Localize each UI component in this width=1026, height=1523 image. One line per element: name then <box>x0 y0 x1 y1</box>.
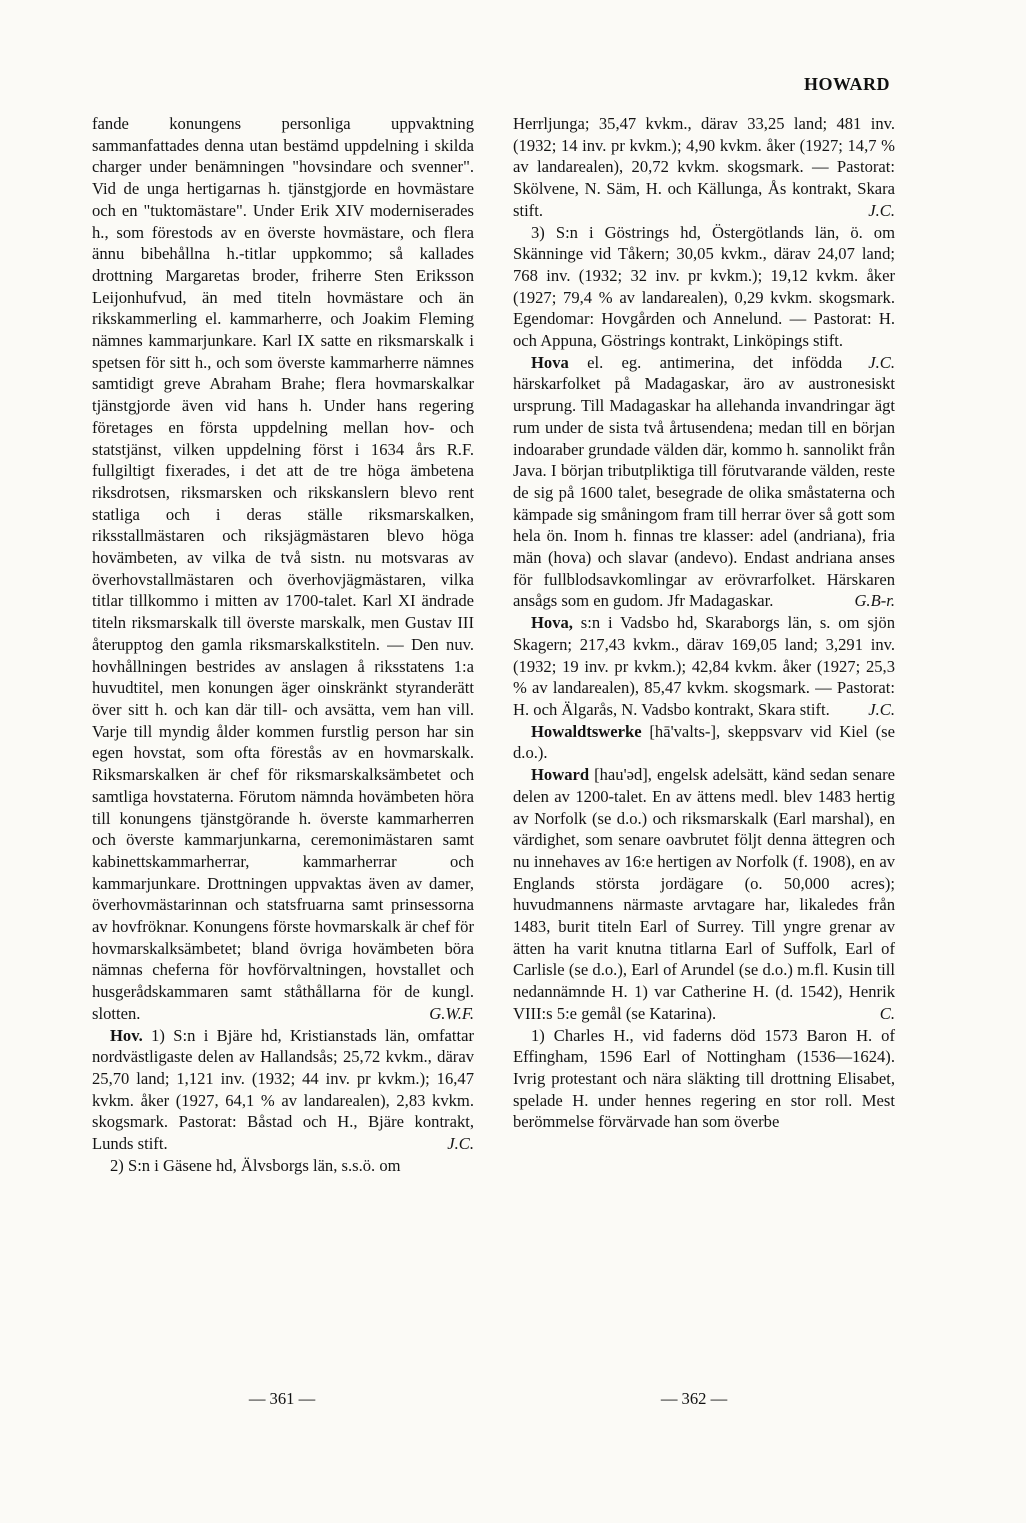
page-number-right: — 362 — <box>660 1389 728 1408</box>
author-signature: J.C. <box>868 352 895 372</box>
paragraph-text: fande konungens personliga uppvaktning sammanfattades denna utan bestämd uppdelning i skilda charger under benämningen "hovsindare och svenner". Vid de unga hertigarnas h. tjänstgjorde en hovmästare och en "tuktomästare". Under Erik XIV moderniserades h., som förestods av en överste hovmästare, och flera ännu bibehållna h.-titlar uppkommo; så kallades drottning Margaretas broder, friherre Sten Eriksson Leijonhufvud, än med titeln hovmästare och än rikskammerling el. kammarherre, och Joakim Fleming nämnes kammarjunkare. Karl IX satte en riksmarskalk i spetsen för sitt h., och som överste kammarherre nämnes samtidigt greve Abraham Brahe; flera hovmarskalkar tjänstgjorde även vid hans h. Under hans regering företages en första uppdelning mellan hov- och statstjänst, vilken uppdelning först i 1634 års R.F. fullgiltigt fixerades, i det att de tre höga ämbetena riksdrotsen, riksmarsken och rikskanslern blevo rent statliga och i deras ställe riksmarskalken, riksstallmästaren och riksjägmästaren blevo höga hovämbeten, av vilka de två sistn. nu motsvaras av överhovstallmästaren och överhovjägmästaren, vilka titlar tillkommo i mitten av 1700-talet. Karl XI ändrade titeln riksmarskalk till överste marskalk, men Gustav III återupptog den gamla riksmarskalkstiteln. — Den nuv. hovhållningen bestrides av anslagen å riksstatens 1:a huvudtitel, men konungen äger oinskränkt styranderätt över sitt h. och kan där till- och avsätta, vem han vill. Varje till myndig ålder kommen furstlig person har sin egen hovstat, som ofta förestås av en hovmarskalk. Riksmarskalken är chef för riksmarskalksämbetet och samtliga hovstaterna. Förutom nämnda hovämbeten höra till konungens tjänstgörande h. överste kammarherren och överste kammarjunkarna, ceremonimästaren samt kabinettskammarherrar, kammarherrar och kammarjunkare. Drottningen uppvaktas även av damer, överhovmästarinnan och statsfruarna samt prinsessorna av hovfröknar. Konungens förste hovmarskalk är chef för hovmarskalksämbetet; bland övriga hovämbeten böra nämnas cheferna för hovförvaltningen, hovstallet och husgerådskammaren samt ståthållarna för de kungl. slotten. <box>92 114 474 1023</box>
headword-hova: Hova <box>531 352 569 372</box>
entry-text: Herrljunga; 35,47 kvkm., därav 33,25 land; 481 inv. (1932; 14 inv. pr kvkm.); 4,90 kvkm. åker (1927; 14,7 % av landarealen), 20,72 kvkm. skogsmark. — Pastorat: Skölvene, N. Säm, H. och Källunga, Ås kontrakt, Skara stift. <box>513 114 895 220</box>
entry-hova-people <box>513 352 895 612</box>
author-signature: J.C. <box>868 200 895 220</box>
headword-howard: Howard <box>531 765 590 785</box>
author-signature: G.B-r. <box>854 591 895 611</box>
entry-text: 2) S:n i Gäsene hd, Älvsborgs län, s.s.ö. om <box>110 1155 401 1175</box>
entry-text: [hau'əd], engelsk adelsätt, känd sedan senare delen av 1200-talet. En av ättens medl. blev 1483 hertig av Norfolk (se d.o.) och riksmarskalk (Earl marshal), en värdighet, som senare oavbrutet följt denna ättegren och nu innehaves av 16:e hertigen av Norfolk (f. 1908), en av Englands största jordägare (o. 50,000 acres); huvudmannens närmaste arvtagare har, likaledes från 1483, burit titeln Earl of Surrey. Till yngre grenar av ätten ha varit knutna titlarna Earl of Suffolk, Earl of Carlisle (se d.o.), Earl of Arundel (se d.o.) m.fl. Kusin till nedannämnde H. 1) var Catherine H. (d. 1542), Henrik VIII:s 5:e gemål (se Katarina). <box>513 765 895 1023</box>
author-signature: G.W.F. <box>429 1003 474 1023</box>
entry-hov-1 <box>92 1025 474 1155</box>
entry-text: 3) S:n i Göstrings hd, Östergötlands län, ö. om Skänninge vid Tåkern; 30,05 kvkm., därav 24,07 land; 768 inv. (1932; 32 inv. pr kvkm.); 19,12 kvkm. åker (1927; 79,4 % av landarealen), 0,29 kvkm. skogsmark. Egendomar: Hovgården och Annelund. — Pastorat: H. och Appuna, Göstrings kontrakt, Linköpings stift. <box>513 222 895 351</box>
entry-hov-2-cont <box>513 113 895 222</box>
left-column <box>92 113 474 1176</box>
entry-text: 1) S:n i Bjäre hd, Kristianstads län, omfattar nordvästligaste delen av Hallandsås; 25,72 kvkm., därav 25,70 land; 1,121 inv. (1932; 44 inv. pr kvkm.); 16,47 kvkm. åker (1927, 64,1 % av landarealen), 2,83 kvkm. skogsmark. Pastorat: Båstad och H., Bjäre kontrakt, Lunds stift. <box>92 1025 474 1154</box>
entry-text: s:n i Vadsbo hd, Skaraborgs län, s. om sjön Skagern; 217,43 kvkm., därav 169,05 land; 3,291 inv. (1932; 19 inv. pr kvkm.); 42,84 kvkm. åker (1927; 25,3 % av landarealen), 85,47 kvkm. skogsmark. — Pastorat: H. och Älgarås, N. Vadsbo kontrakt, Skara stift. <box>513 613 895 719</box>
right-column <box>513 113 895 1133</box>
paragraph-hovstat <box>92 113 474 1025</box>
entry-charles-howard <box>513 1025 895 1134</box>
running-head: HOWARD <box>803 74 890 94</box>
author-signature: J.C. <box>868 699 895 719</box>
entry-text: [hā'valts-], skeppsvarv vid Kiel (se d.o.). <box>513 721 895 763</box>
entry-howard <box>513 764 895 1024</box>
headword-hova-parish: Hova, <box>531 613 573 633</box>
entry-text: 1) Charles H., vid faderns död 1573 Baron H. of Effingham, 1596 Earl of Nottingham (1536—1624). Ivrig protestant och nära släkting till drottning Elisabet, spelade H. under hennes regering en stor roll. Mest berömmelse förvärvade han som överbe <box>513 1025 895 1132</box>
entry-hova-parish <box>513 612 895 721</box>
entry-howaldtswerke <box>513 721 895 764</box>
entry-text: el. eg. antimerina, det infödda härskarfolket på Madagaskar, äro av austronesiskt ursprung. Till Madagaskar ha allehanda invandringar ägt rum under de sista två årtusendena; medan till en början indoaraber grundade välden där, kommo h. sannolikt från Java. I början tributpliktiga till förutvarande välden, reste de sig på 1600 talet, besegrade de olika småstaterna och kämpade sig småningom fram till herrar över så gott som hela ön. Inom h. finnas tre klasser: adel (andriana), fria män (hova) och slavar (andevo). Endast andriana anses för fullblodsavkomlingar av erövrarfolket. Härskaren ansågs som en gudom. Jfr Madagaskar. <box>513 352 895 611</box>
author-signature: C. <box>879 1003 895 1023</box>
headword-howaldtswerke: Howaldtswerke <box>531 721 642 741</box>
page-number-left: — 361 — <box>248 1389 316 1408</box>
author-signature: J.C. <box>447 1134 474 1154</box>
headword-hov: Hov. <box>110 1025 143 1045</box>
entry-hov-2 <box>92 1155 474 1177</box>
